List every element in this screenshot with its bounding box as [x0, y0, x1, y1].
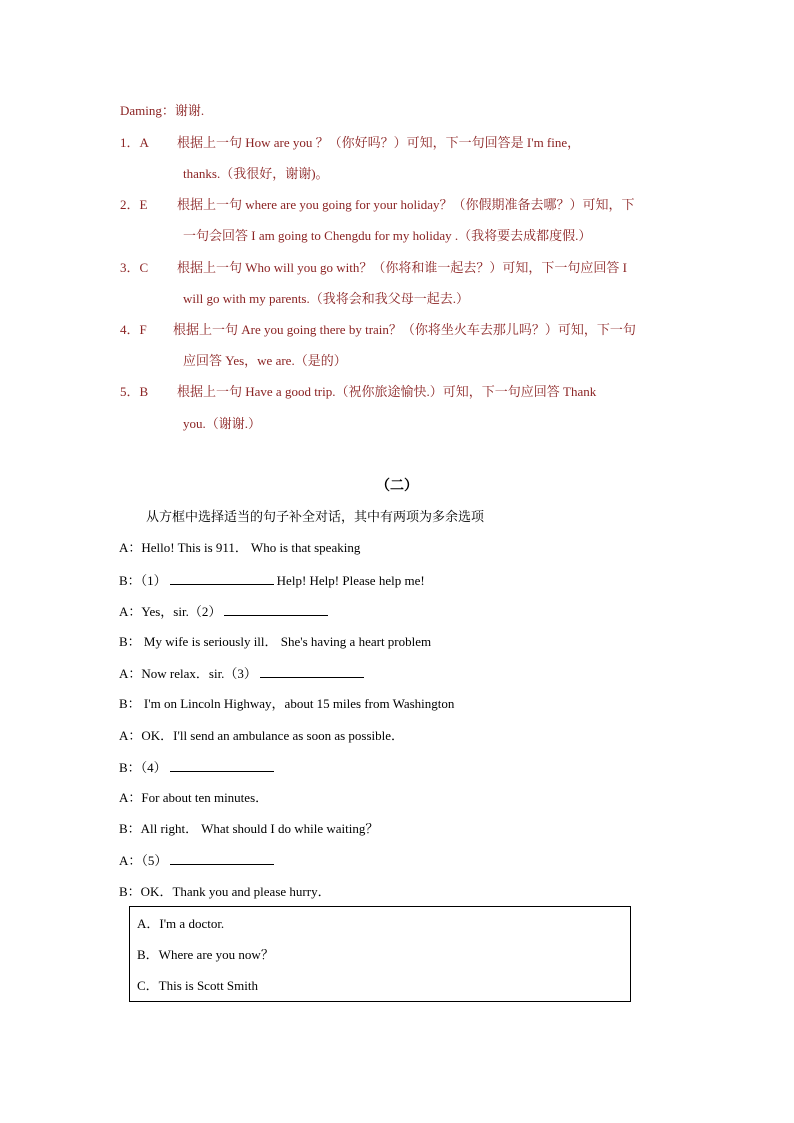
dialogue-text: B： I'm on Lincoln Highway，about 15 miles from Washington — [119, 696, 455, 711]
options-box — [129, 906, 631, 1002]
dialogue-text: B：（4） — [119, 760, 167, 775]
dialogue-text: A：Hello! This is 911． Who is that speaking — [119, 540, 361, 555]
option-b: B．Where are you now？ — [137, 947, 274, 962]
answer-number: 3．C — [120, 260, 149, 275]
section-title: （二） — [376, 479, 418, 494]
dialogue-text: B：（1） — [119, 573, 167, 588]
dialogue-text: B：OK．Thank you and please hurry． — [119, 884, 331, 899]
answer-number: 4．F — [120, 322, 147, 337]
dialogue-text: A：For about ten minutes． — [119, 790, 269, 805]
option-a: A．I'm a doctor. — [137, 916, 225, 931]
answer-explanation-line1: 根据上一句 Who will you go with？（你将和谁一起去？）可知，下一句应回答 I — [177, 260, 627, 275]
answer-explanation-line1: 根据上一句 where are you going for your holiday？（你假期准备去哪？）可知，下 — [177, 197, 635, 212]
dialogue-text: B：All right． What should I do while waiting？ — [119, 821, 379, 836]
answer-explanation-line1: 根据上一句 How are you ？（你好吗？）可知，下一句回答是 I'm fine， — [177, 135, 581, 150]
answer-number: 1．A — [120, 135, 149, 150]
answer-explanation-line1: 根据上一句 Have a good trip.（祝你旅途愉快.）可知，下一句应回答 Thank — [177, 384, 597, 399]
answer-explanation-line2: will go with my parents.（我将会和我父母一起去.） — [183, 291, 469, 306]
answer-item-5 — [120, 383, 596, 401]
answer-item-2 — [120, 196, 634, 214]
dialogue-line-7 — [119, 727, 404, 745]
answer-explanation-line2: 应回答 Yes，we are.（是的） — [183, 353, 347, 368]
answer-item-3 — [120, 259, 627, 277]
answer-blank-3[interactable] — [260, 664, 364, 678]
dialogue-line-9 — [119, 789, 268, 807]
dialogue-line-4 — [119, 633, 431, 651]
option-c: C．This is Scott Smith — [137, 978, 258, 993]
dialogue-text: B： My wife is seriously ill． She's having a heart problem — [119, 634, 432, 649]
section-instruction: 从方框中选择适当的句子补全对话，其中有两项为多余选项 — [146, 509, 485, 524]
answer-number: 2．E — [120, 197, 148, 212]
answer-blank-4[interactable] — [170, 758, 274, 772]
dialogue-line-1 — [119, 539, 360, 557]
answer-intro: Daming：谢谢. — [120, 103, 205, 118]
answer-explanation-line2: thanks.（我很好，谢谢)。 — [183, 166, 329, 181]
answer-blank-5[interactable] — [170, 851, 274, 865]
answer-item-4 — [120, 321, 636, 339]
answer-explanation-line1: 根据上一句 Are you going there by train？（你将坐火车去那儿吗？）可知，下一句 — [173, 322, 636, 337]
dialogue-text: A：Yes，sir.（2） — [119, 604, 222, 619]
answer-item-1 — [120, 134, 580, 152]
dialogue-line-11 — [119, 851, 277, 870]
dialogue-text: A：（5） — [119, 853, 168, 868]
dialogue-line-6 — [119, 695, 454, 713]
answer-explanation-line2: you.（谢谢.） — [183, 416, 262, 431]
answer-number: 5．B — [120, 384, 149, 399]
dialogue-text: A：OK．I'll send an ambulance as soon as possible． — [119, 728, 405, 743]
dialogue-line-10 — [119, 820, 378, 838]
dialogue-text-after: Help! Help! Please help me! — [276, 573, 425, 588]
dialogue-text: A：Now relax．sir.（3） — [119, 666, 257, 681]
dialogue-line-3 — [119, 602, 331, 621]
answer-blank-2[interactable] — [224, 602, 328, 616]
dialogue-line-5 — [119, 664, 367, 683]
dialogue-line-2 — [119, 571, 425, 590]
answer-explanation-line2: 一句会回答 I am going to Chengdu for my holiday .（我将要去成都度假.） — [183, 228, 592, 243]
dialogue-line-12 — [119, 883, 331, 901]
answer-blank-1[interactable] — [170, 571, 274, 585]
dialogue-line-8 — [119, 758, 277, 777]
